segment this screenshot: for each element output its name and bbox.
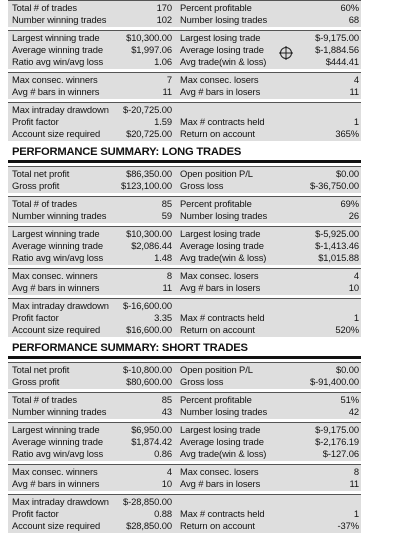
stat-cell-right	[176, 478, 361, 490]
section-heading: PERFORMANCE SUMMARY: LONG TRADES	[8, 144, 361, 163]
stats-block	[8, 422, 361, 461]
stat-value: $-16,600.00	[123, 300, 172, 311]
stat-label: Gross loss	[180, 376, 224, 387]
stat-cell-left	[8, 2, 176, 14]
stat-label: Max intraday drawdown	[12, 300, 109, 311]
stat-cell-left	[8, 168, 176, 180]
stats-row	[8, 478, 361, 490]
stat-label: Open position P/L	[180, 364, 253, 375]
stat-value: 1.59	[154, 116, 172, 127]
stat-label: Largest winning trade	[12, 228, 100, 239]
stats-block	[8, 362, 361, 389]
stat-label: Max consec. winners	[12, 270, 98, 281]
stat-cell-left	[8, 240, 176, 252]
stat-cell-left	[8, 376, 176, 388]
stat-value: 11	[162, 86, 172, 97]
stat-label: Average losing trade	[180, 44, 264, 55]
stat-label: Open position P/L	[180, 168, 253, 179]
stat-label: Average losing trade	[180, 436, 264, 447]
stats-row	[8, 86, 361, 98]
stat-label: Avg trade(win & loss)	[180, 448, 267, 459]
stats-row	[8, 180, 361, 192]
stat-cell-right	[176, 270, 361, 282]
stat-value: 1.06	[154, 56, 172, 67]
stat-value: $-127.06	[322, 448, 359, 459]
stats-row	[8, 228, 361, 240]
stat-label: Total # of trades	[12, 2, 78, 13]
stat-cell-left	[8, 198, 176, 210]
stat-label: Ratio avg win/avg loss	[12, 252, 104, 263]
stat-value: $1,015.88	[318, 252, 359, 263]
stat-label: Max consec. losers	[180, 270, 259, 281]
stat-value: $444.41	[325, 56, 359, 67]
stat-value: $10,300.00	[126, 32, 172, 43]
stat-label: Percent profitable	[180, 394, 252, 405]
stat-label: Largest losing trade	[180, 424, 261, 435]
stat-value: $10,300.00	[126, 228, 172, 239]
stat-cell-right	[176, 324, 361, 336]
stats-row	[8, 520, 361, 532]
stats-row	[8, 252, 361, 264]
stats-block	[8, 102, 361, 141]
stat-value: 68	[348, 14, 359, 25]
stat-label: Number winning trades	[12, 210, 107, 221]
stat-cell-left	[8, 282, 176, 294]
stat-value: 4	[166, 466, 172, 477]
stat-value: $16,600.00	[126, 324, 172, 335]
stat-value: $1,874.42	[131, 436, 172, 447]
stat-value: $-9,175.00	[315, 32, 359, 43]
stats-row	[8, 448, 361, 460]
stat-cell-right	[176, 312, 361, 324]
stat-value: 60%	[340, 2, 359, 13]
stat-label: Largest winning trade	[12, 424, 100, 435]
stat-value: $-5,925.00	[315, 228, 359, 239]
stat-cell-left	[8, 32, 176, 44]
stat-cell-right	[176, 104, 361, 116]
stats-row	[8, 282, 361, 294]
stat-value: 11	[162, 282, 172, 293]
stat-label: Account size required	[12, 128, 101, 139]
stat-cell-left	[8, 56, 176, 68]
stat-value: 10	[348, 282, 359, 293]
stat-label: Average losing trade	[180, 240, 264, 251]
stat-cell-right	[176, 394, 361, 406]
stat-cell-right	[176, 448, 361, 460]
stats-row	[8, 300, 361, 312]
stat-value: $-2,176.19	[315, 436, 359, 447]
stat-value: 4	[353, 74, 359, 85]
stat-label: Number winning trades	[12, 14, 107, 25]
stat-value: 0.88	[154, 508, 172, 519]
stat-cell-right	[176, 180, 361, 192]
stat-label: Avg # bars in winners	[12, 478, 100, 489]
stat-cell-right	[176, 116, 361, 128]
stat-value: $2,086.44	[131, 240, 172, 251]
stat-cell-right	[176, 32, 361, 44]
stat-label: Max intraday drawdown	[12, 496, 109, 507]
section-heading: PERFORMANCE SUMMARY: SHORT TRADES	[8, 340, 361, 359]
stats-row	[8, 198, 361, 210]
stat-value: $0.00	[336, 364, 359, 375]
stats-row	[8, 424, 361, 436]
stat-label: Avg trade(win & loss)	[180, 56, 267, 67]
stats-block	[8, 392, 361, 419]
stat-cell-right	[176, 436, 361, 448]
stat-value: 11	[349, 86, 359, 97]
stat-value: $0.00	[336, 168, 359, 179]
stat-cell-right	[176, 300, 361, 312]
stat-label: Avg # bars in winners	[12, 86, 100, 97]
stats-block	[8, 464, 361, 491]
stats-block	[8, 226, 361, 265]
stat-cell-right	[176, 424, 361, 436]
stats-row	[8, 2, 361, 14]
stat-value: $-1,884.56	[315, 44, 359, 55]
stat-cell-left	[8, 270, 176, 282]
stat-cell-left	[8, 508, 176, 520]
stat-label: Max intraday drawdown	[12, 104, 109, 115]
stat-cell-left	[8, 424, 176, 436]
stat-value: 85	[161, 198, 172, 209]
stat-cell-left	[8, 14, 176, 26]
stat-cell-left	[8, 324, 176, 336]
stat-label: Max # contracts held	[180, 116, 265, 127]
stat-value: 0.86	[154, 448, 172, 459]
stat-label: Avg # bars in winners	[12, 282, 100, 293]
stat-value: 102	[156, 14, 172, 25]
stat-value: 1	[353, 312, 359, 323]
stat-value: $-9,175.00	[315, 424, 359, 435]
stat-value: $20,725.00	[126, 128, 172, 139]
stat-value: $-1,413.46	[315, 240, 359, 251]
stat-label: Gross profit	[12, 180, 60, 191]
stat-label: Percent profitable	[180, 2, 252, 13]
stats-row	[8, 436, 361, 448]
stats-row	[8, 406, 361, 418]
stats-row	[8, 210, 361, 222]
stats-row	[8, 324, 361, 336]
stats-block	[8, 196, 361, 223]
stat-cell-right	[176, 198, 361, 210]
stat-value: -37%	[337, 520, 359, 531]
stat-cell-left	[8, 394, 176, 406]
stat-value: 1	[353, 116, 359, 127]
stat-label: Max consec. winners	[12, 466, 98, 477]
stat-value: 10	[161, 478, 172, 489]
stat-label: Ratio avg win/avg loss	[12, 56, 104, 67]
stat-cell-right	[176, 228, 361, 240]
stat-value: 59	[161, 210, 172, 221]
stat-cell-left	[8, 74, 176, 86]
stat-cell-left	[8, 436, 176, 448]
stats-block	[8, 494, 361, 533]
stat-cell-right	[176, 210, 361, 222]
stat-cell-left	[8, 252, 176, 264]
stats-block	[8, 298, 361, 337]
stat-value: 365%	[335, 128, 359, 139]
stat-label: Largest losing trade	[180, 32, 261, 43]
stat-value: 69%	[340, 198, 359, 209]
stat-cell-left	[8, 466, 176, 478]
stat-cell-right	[176, 466, 361, 478]
stat-value: 8	[353, 466, 359, 477]
stat-cell-left	[8, 210, 176, 222]
stat-label: Largest losing trade	[180, 228, 261, 239]
stat-label: Total # of trades	[12, 198, 78, 209]
stats-row	[8, 376, 361, 388]
stat-cell-left	[8, 312, 176, 324]
stat-cell-left	[8, 406, 176, 418]
stat-value: 8	[166, 270, 172, 281]
stat-label: Account size required	[12, 520, 101, 531]
stats-block	[8, 72, 361, 99]
stat-label: Max # contracts held	[180, 312, 265, 323]
stats-row	[8, 394, 361, 406]
stat-cell-left	[8, 44, 176, 56]
stats-row	[8, 32, 361, 44]
stats-row	[8, 14, 361, 26]
stat-value: 1	[353, 508, 359, 519]
stat-label: Max consec. losers	[180, 74, 259, 85]
stat-value: $28,850.00	[126, 520, 172, 531]
stat-label: Avg # bars in losers	[180, 478, 261, 489]
stat-label: Number losing trades	[180, 406, 268, 417]
stat-label: Profit factor	[12, 508, 59, 519]
stat-label: Max consec. winners	[12, 74, 98, 85]
stats-row	[8, 240, 361, 252]
stat-value: 3.35	[154, 312, 172, 323]
stat-cell-left	[8, 228, 176, 240]
stat-cell-left	[8, 300, 176, 312]
move-cursor-icon	[278, 45, 294, 65]
stat-cell-right	[176, 44, 361, 56]
stat-label: Profit factor	[12, 312, 59, 323]
stat-label: Gross loss	[180, 180, 224, 191]
stat-cell-left	[8, 104, 176, 116]
stat-label: Number winning trades	[12, 406, 107, 417]
stat-label: Largest winning trade	[12, 32, 100, 43]
stat-value: $-91,400.00	[310, 376, 359, 387]
stat-cell-left	[8, 116, 176, 128]
stat-label: Return on account	[180, 324, 255, 335]
stat-value: 1.48	[154, 252, 172, 263]
stat-cell-right	[176, 128, 361, 140]
stat-label: Return on account	[180, 520, 255, 531]
stat-cell-right	[176, 168, 361, 180]
stats-row	[8, 104, 361, 116]
stats-row	[8, 496, 361, 508]
stat-label: Percent profitable	[180, 198, 252, 209]
stats-row	[8, 270, 361, 282]
stat-cell-right	[176, 74, 361, 86]
stats-block	[8, 30, 361, 69]
stat-cell-right	[176, 496, 361, 508]
stat-label: Avg # bars in losers	[180, 282, 261, 293]
stat-value: $86,350.00	[126, 168, 172, 179]
stat-cell-left	[8, 86, 176, 98]
stat-cell-left	[8, 128, 176, 140]
stat-cell-right	[176, 406, 361, 418]
stat-value: 43	[161, 406, 172, 417]
stat-cell-left	[8, 496, 176, 508]
stat-value: 85	[161, 394, 172, 405]
stats-block	[8, 0, 361, 27]
stat-label: Account size required	[12, 324, 101, 335]
stat-value: $-20,725.00	[123, 104, 172, 115]
stat-label: Avg trade(win & loss)	[180, 252, 267, 263]
stats-row	[8, 168, 361, 180]
stat-value: $1,997.06	[131, 44, 172, 55]
stat-label: Max # contracts held	[180, 508, 265, 519]
stats-row	[8, 508, 361, 520]
stats-block	[8, 166, 361, 193]
stat-value: 170	[156, 2, 172, 13]
stats-row	[8, 56, 361, 68]
stat-value: $-10,800.00	[123, 364, 172, 375]
stats-row	[8, 116, 361, 128]
stat-label: Number losing trades	[180, 14, 268, 25]
stat-label: Total net profit	[12, 364, 70, 375]
stat-cell-right	[176, 14, 361, 26]
stat-cell-right	[176, 252, 361, 264]
stat-value: 7	[166, 74, 172, 85]
stats-row	[8, 312, 361, 324]
stats-row	[8, 128, 361, 140]
performance-report	[8, 0, 361, 536]
stat-value: $123,100.00	[120, 180, 172, 191]
stat-cell-right	[176, 508, 361, 520]
stat-cell-right	[176, 364, 361, 376]
stat-value: 42	[348, 406, 359, 417]
stat-cell-left	[8, 364, 176, 376]
stat-label: Return on account	[180, 128, 255, 139]
stat-value: 11	[349, 478, 359, 489]
stat-cell-right	[176, 2, 361, 14]
stats-row	[8, 44, 361, 56]
stat-value: $80,600.00	[126, 376, 172, 387]
stats-row	[8, 74, 361, 86]
stats-row	[8, 466, 361, 478]
stat-cell-left	[8, 448, 176, 460]
stat-label: Total net profit	[12, 168, 70, 179]
stat-value: 26	[348, 210, 359, 221]
stat-value: $-36,750.00	[310, 180, 359, 191]
stat-label: Average winning trade	[12, 436, 104, 447]
stat-label: Avg # bars in losers	[180, 86, 261, 97]
stat-label: Profit factor	[12, 116, 59, 127]
stat-value: 4	[353, 270, 359, 281]
stats-row	[8, 364, 361, 376]
stats-block	[8, 268, 361, 295]
stat-cell-right	[176, 86, 361, 98]
stat-label: Max consec. losers	[180, 466, 259, 477]
stat-label: Average winning trade	[12, 240, 104, 251]
stat-label: Gross profit	[12, 376, 60, 387]
stat-value: $-28,850.00	[123, 496, 172, 507]
stat-label: Average winning trade	[12, 44, 104, 55]
stat-cell-right	[176, 282, 361, 294]
stat-cell-right	[176, 520, 361, 532]
stat-value: $6,950.00	[131, 424, 172, 435]
stat-cell-right	[176, 376, 361, 388]
stat-label: Ratio avg win/avg loss	[12, 448, 104, 459]
stat-cell-left	[8, 478, 176, 490]
stat-value: 51%	[340, 394, 359, 405]
stat-cell-right	[176, 56, 361, 68]
stat-label: Number losing trades	[180, 210, 268, 221]
stat-cell-left	[8, 180, 176, 192]
stat-cell-left	[8, 520, 176, 532]
stat-value: 520%	[335, 324, 359, 335]
stat-label: Total # of trades	[12, 394, 78, 405]
stat-cell-right	[176, 240, 361, 252]
